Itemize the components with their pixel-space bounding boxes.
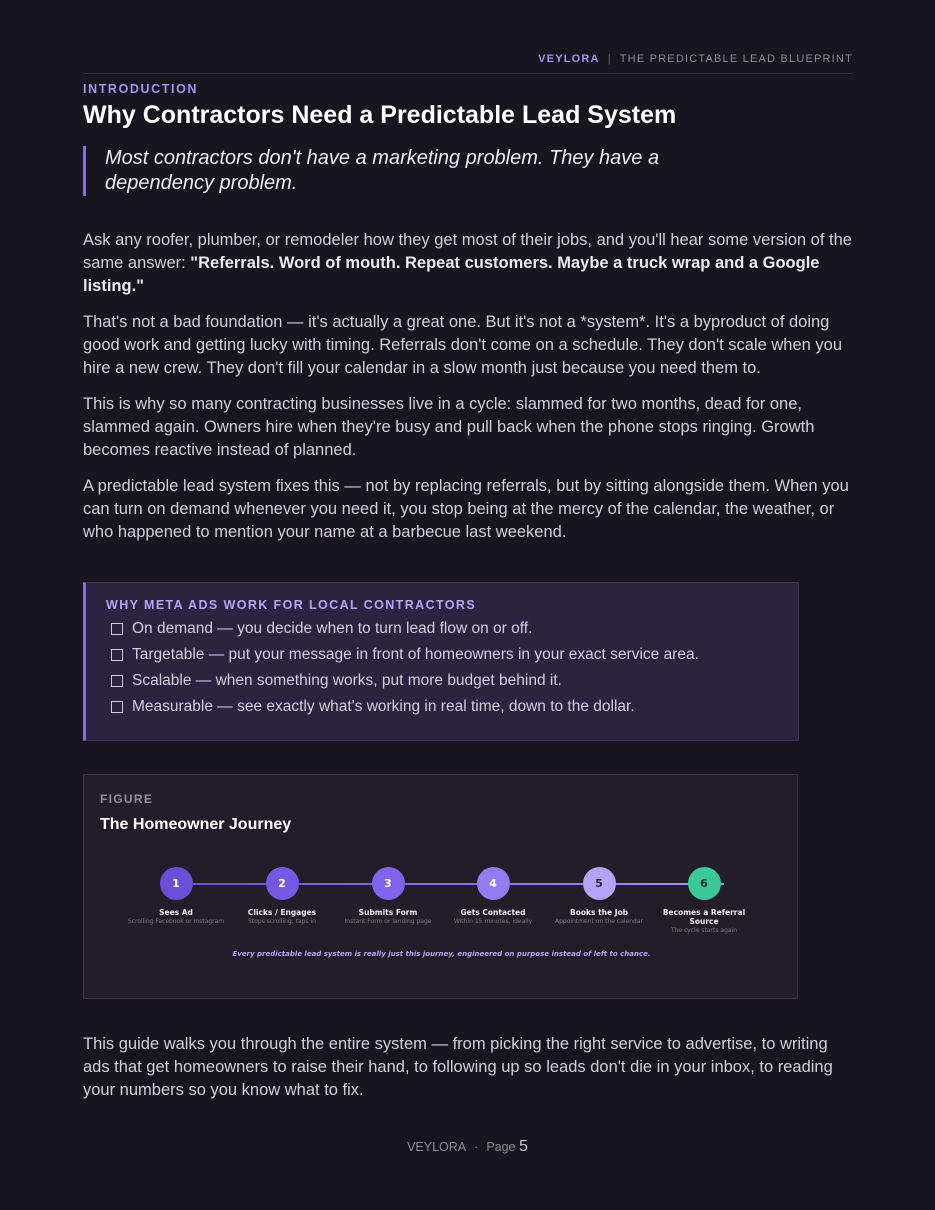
footer-brand: VEYLORA bbox=[407, 1140, 467, 1154]
step-title: Becomes a Referral Source bbox=[662, 908, 746, 926]
checkbox-icon bbox=[111, 649, 123, 661]
step-subtitle: Within 15 minutes, ideally bbox=[453, 918, 533, 925]
pull-quote: Most contractors don't have a marketing problem. They have a dependency problem. bbox=[83, 146, 703, 196]
callout-item-text: Scalable — when something works, put more budget behind it. bbox=[132, 672, 562, 689]
step-subtitle: Scrolling Facebook or Instagram bbox=[127, 918, 225, 925]
step-title: Sees Ad bbox=[159, 908, 193, 917]
figure-label: FIGURE bbox=[100, 792, 154, 806]
footer-page-label: Page bbox=[486, 1140, 516, 1154]
paragraph-2: That's not a bad foundation — it's actually a great one. But it's not a *system*. It's a byproduct of doing good work and getting lucky with timing. Referrals don't come on a schedule. They don't scale when you hire a new crew. They don't fill your calendar in a slow month just because you need them to. bbox=[83, 313, 842, 377]
journey-step-2 bbox=[232, 867, 332, 926]
paragraph-5: This guide walks you through the entire system — from picking the right service to advertise, to writing ads that get homeowners to raise their hand, to following up so leads don't die in your inbox, to reading your numbers so you know what to fix. bbox=[83, 1035, 833, 1099]
journey-step-6 bbox=[654, 867, 754, 935]
checkbox-icon bbox=[111, 701, 123, 713]
brand-name: VEYLORA bbox=[538, 53, 600, 65]
callout-item bbox=[106, 668, 778, 694]
callout-item bbox=[106, 642, 778, 668]
callout-item-text: Targetable — put your message in front of homeowners in your exact service area. bbox=[132, 646, 699, 663]
page-number: 5 bbox=[519, 1138, 528, 1155]
header-divider bbox=[83, 73, 853, 74]
step-number-badge: 1 bbox=[160, 867, 193, 900]
figure-title: The Homeowner Journey bbox=[100, 816, 292, 833]
figure-caption: Every predictable lead system is really just this journey, engineered on purpose instead of left to chance. bbox=[232, 950, 651, 958]
page-footer bbox=[0, 1138, 935, 1156]
journey-step-5 bbox=[549, 867, 649, 926]
callout-item-text: Measurable — see exactly what's working in real time, down to the dollar. bbox=[132, 698, 635, 715]
step-subtitle: Appointment on the calendar bbox=[554, 918, 644, 925]
section-eyebrow: INTRODUCTION bbox=[83, 82, 199, 96]
callout-title: WHY META ADS WORK FOR LOCAL CONTRACTORS bbox=[106, 598, 477, 612]
checkbox-icon bbox=[111, 675, 123, 687]
paragraph-1-text: Ask any roofer, plumber, or remodeler how they get most of their jobs, and you'll hear some version of the same answer: bbox=[83, 231, 852, 272]
step-title: Gets Contacted bbox=[460, 908, 526, 917]
checkbox-icon bbox=[111, 623, 123, 635]
callout-item-text: On demand — you decide when to turn lead flow on or off. bbox=[132, 620, 533, 637]
step-number-badge: 6 bbox=[688, 867, 721, 900]
step-title: Clicks / Engages bbox=[247, 908, 317, 917]
step-subtitle: Stops scrolling, taps in bbox=[248, 918, 316, 925]
step-title: Submits Form bbox=[358, 908, 418, 917]
callout-box bbox=[83, 582, 799, 741]
step-number-badge: 4 bbox=[477, 867, 510, 900]
figure-panel bbox=[83, 774, 798, 999]
footer-separator: · bbox=[474, 1140, 479, 1154]
header-separator: | bbox=[607, 53, 612, 65]
page-header bbox=[83, 53, 853, 65]
paragraph-3: This is why so many contracting businesses live in a cycle: slammed for two months, dead for one, slammed again. Owners hire when they're busy and pull back when the phone stops ringing. Growth becomes reactive instead of planned. bbox=[83, 395, 815, 459]
journey-step-3 bbox=[338, 867, 438, 926]
callout-item bbox=[106, 694, 778, 720]
guide-title: THE PREDICTABLE LEAD BLUEPRINT bbox=[619, 53, 853, 65]
step-number-badge: 2 bbox=[266, 867, 299, 900]
paragraph-1-emphasis: "Referrals. Word of mouth. Repeat customers. Maybe a truck wrap and a Google listing." bbox=[83, 254, 820, 295]
step-subtitle: The cycle starts again bbox=[670, 927, 738, 934]
page-title: Why Contractors Need a Predictable Lead System bbox=[83, 101, 677, 129]
step-subtitle: Instant Form or landing page bbox=[344, 918, 432, 925]
step-number-badge: 3 bbox=[372, 867, 405, 900]
step-title: Books the Job bbox=[569, 908, 629, 917]
paragraph-1 bbox=[83, 229, 853, 298]
journey-step-4 bbox=[443, 867, 543, 926]
step-number-badge: 5 bbox=[583, 867, 616, 900]
callout-item bbox=[106, 616, 778, 642]
journey-step-1 bbox=[126, 867, 226, 926]
paragraph-4: A predictable lead system fixes this — not by replacing referrals, but by sitting alongside them. When you can turn on demand whenever you need it, you stop being at the mercy of the calendar, the weather, or who happened to mention your name at a barbecue last weekend. bbox=[83, 477, 849, 541]
